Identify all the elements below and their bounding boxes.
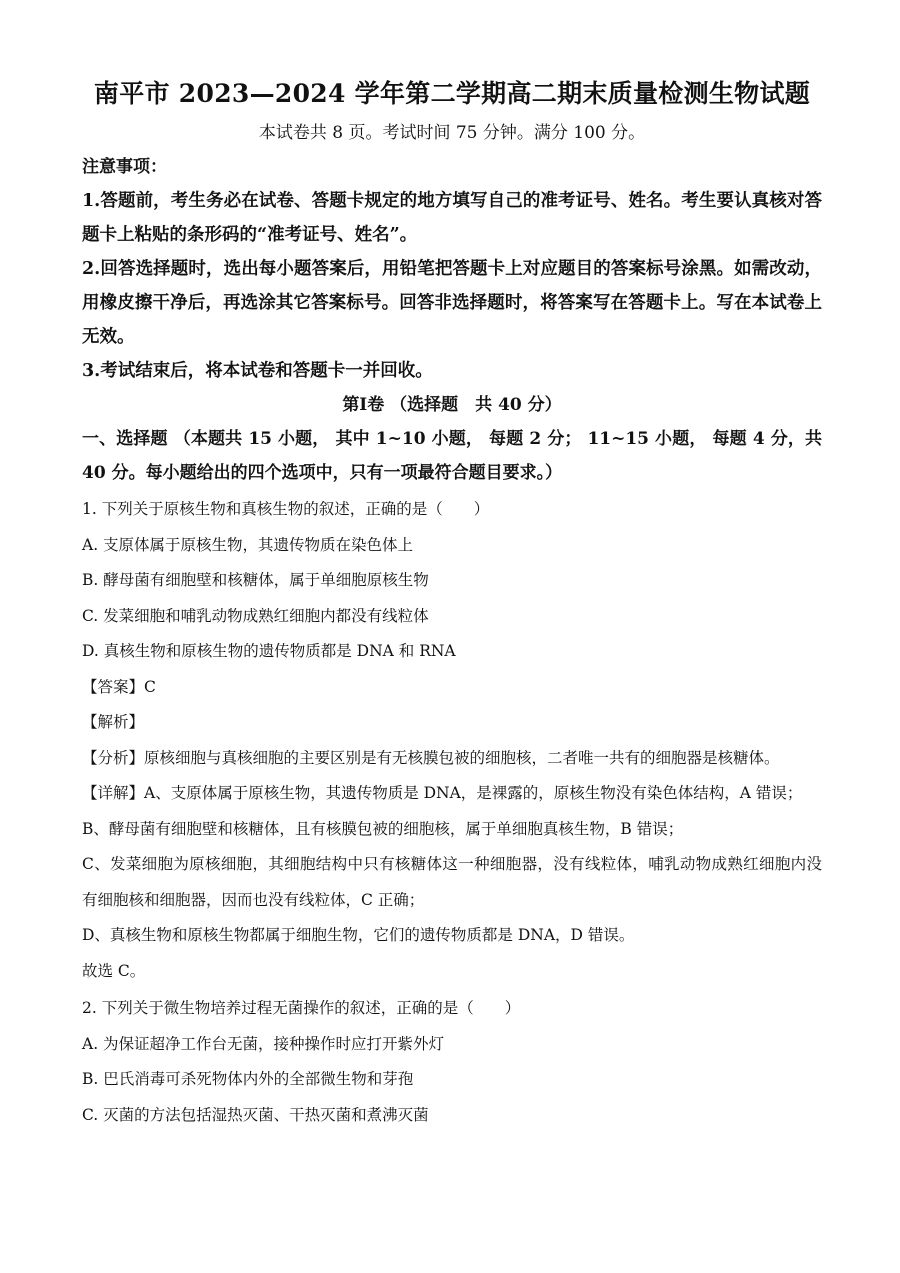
option-a: A. 支原体属于原核生物，其遗传物质在染色体上: [82, 535, 414, 554]
note-item-2: 2.回答选择题时，选出每小题答案后，用铅笔把答题卡上对应题目的答案标号涂黑。如需改动，用橡皮擦干净后，再选涂其它答案标号。回答非选择题时，将答案写在答题卡上。写在本试卷上无效。: [82, 259, 822, 347]
explanation-conclusion: 故选 C。: [82, 961, 146, 980]
exam-info: 本试卷共 8 页。考试时间 75 分钟。满分 100 分。: [258, 123, 646, 143]
option-c: C. 灭菌的方法包括湿热灭菌、干热灭菌和煮沸灭菌: [82, 1105, 429, 1124]
question-2: [82, 991, 822, 1133]
part-title: 第Ⅰ卷 （选择题 共 40 分）: [342, 395, 562, 415]
option-b: B. 酵母菌有细胞壁和核糖体，属于单细胞原核生物: [82, 571, 429, 589]
explanation-detail-a: 【详解】A、支原体属于原核生物，其遗传物质是 DNA，是裸露的，原核生物没有染色体结构，A 错误；: [82, 784, 803, 802]
option-a: A. 为保证超净工作台无菌，接种操作时应打开紫外灯: [82, 1034, 445, 1053]
question-1: [82, 492, 822, 989]
question-stem: 1. 下列关于原核生物和真核生物的叙述，正确的是（ ）: [82, 500, 490, 518]
note-item-1: 1.答题前，考生务必在试卷、答题卡规定的地方填写自己的准考证号、姓名。考生要认真核对答题卡上粘贴的条形码的“准考证号、姓名”。: [82, 191, 822, 245]
explanation-detail-b: B、酵母菌有细胞壁和核糖体，且有核膜包被的细胞核，属于单细胞真核生物，B 错误；: [82, 819, 684, 838]
section-heading: 一、选择题 （本题共 15 小题， 其中 1~10 小题， 每题 2 分； 11~15 小题， 每题 4 分，共 40 分。每小题给出的四个选项中，只有一项最符合题目要求。）: [82, 429, 822, 483]
answer: 【答案】C: [82, 677, 156, 696]
page-title: 南平市 2023—2024 学年第二学期高二期末质量检测生物试题: [93, 79, 811, 108]
option-b: B. 巴氏消毒可杀死物体内外的全部微生物和芽孢: [82, 1070, 414, 1088]
notes-heading: 注意事项：: [82, 157, 167, 177]
analysis-label: 【解析】: [82, 713, 145, 731]
note-item-3: 3.考试结束后，将本试卷和答题卡一并回收。: [82, 361, 433, 381]
question-stem: 2. 下列关于微生物培养过程无菌操作的叙述，正确的是（ ）: [82, 999, 521, 1017]
option-d: D. 真核生物和原核生物的遗传物质都是 DNA 和 RNA: [82, 642, 456, 660]
explanation-detail-c: C、发菜细胞为原核细胞，其细胞结构中只有核糖体这一种细胞器，没有线粒体，哺乳动物成熟红细胞内没有细胞核和细胞器，因而也没有线粒体，C 正确；: [82, 855, 822, 909]
explanation-analysis: 【分析】原核细胞与真核细胞的主要区别是有无核膜包被的细胞核，二者唯一共有的细胞器是核糖体。: [82, 748, 780, 767]
option-c: C. 发菜细胞和哺乳动物成熟红细胞内都没有线粒体: [82, 606, 429, 625]
explanation-detail-d: D、真核生物和原核生物都属于细胞生物，它们的遗传物质都是 DNA，D 错误。: [82, 926, 635, 944]
